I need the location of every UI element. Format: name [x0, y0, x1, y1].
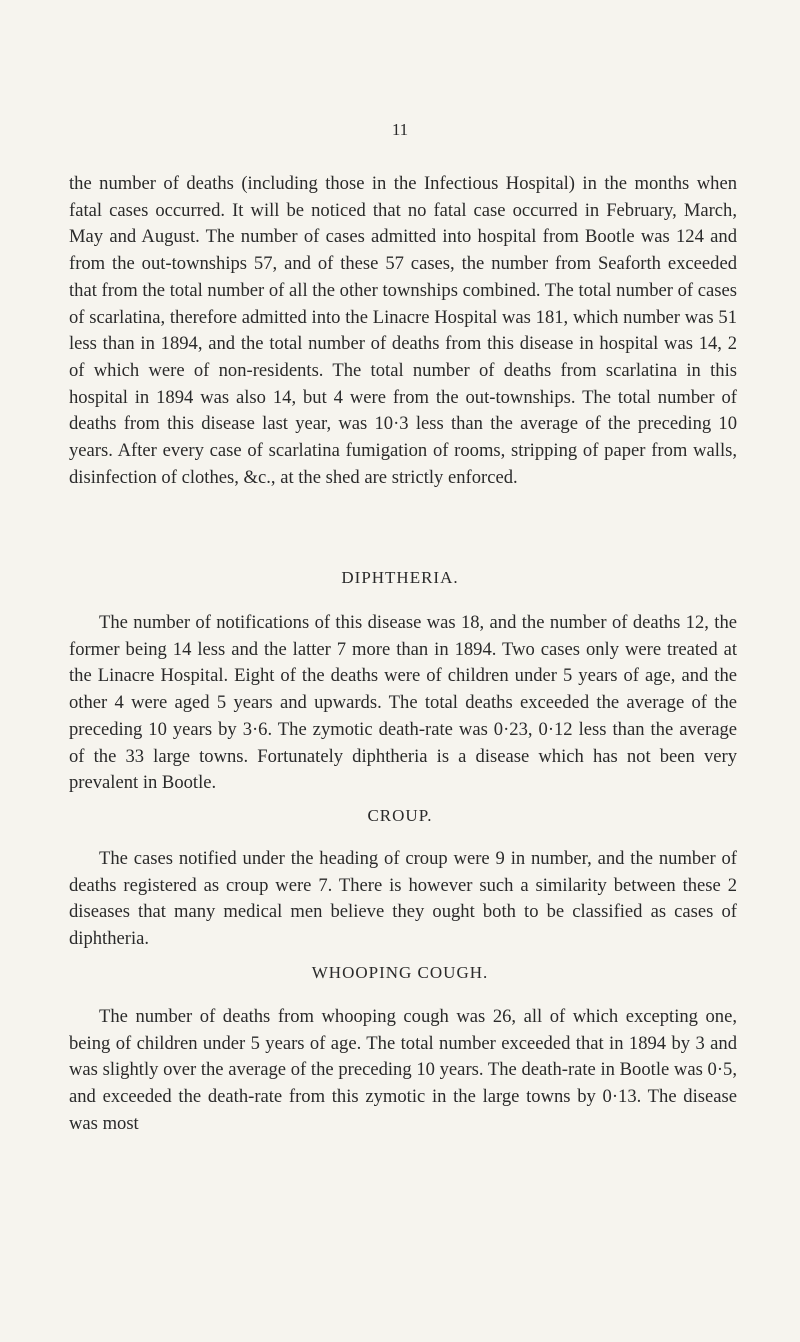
- heading-diphtheria: DIPHTHERIA.: [341, 568, 459, 587]
- paragraph-scarlatina: the number of deaths (including those in the Infectious Hospital) in the months when fatal cases occurred. It will be noticed that no fatal case occurred in February, March, May and August. The number of cases admitted into hospital from Bootle was 124 and from the out-townships 57, and of these 57 cases, the number from Seaforth exceeded that from the total number of all the other townships combined. The total number of cases of scarlatina, therefore admitted into the Linacre Hospital was 181, which number was 51 less than in 1894, and the total number of deaths from this disease in hospital was 14, 2 of which were of non-residents. The total number of deaths from scarlatina in this hospital in 1894 was also 14, but 4 were from the out-townships. The total number of deaths from this disease last year, was 10·3 less than the average of the preceding 10 years. After every case of scarlatina fumigation of rooms, stripping of paper from walls, disinfection of clothes, &c., at the shed are strictly enforced.: [69, 173, 737, 488]
- paragraph-whooping-cough: The number of deaths from whooping cough was 26, all of which excepting one, being of children under 5 years of age. The total number exceeded that in 1894 by 3 and was slightly over the average of the preceding 10 years. The death-rate in Bootle was 0·5, and exceeded the death-rate from this zymotic in the large towns by 0·13. The disease was most: [69, 1006, 737, 1134]
- section-heading-croup: [0, 806, 800, 826]
- heading-whooping-cough: WHOOPING COUGH.: [311, 963, 489, 982]
- diphtheria-paragraph-block: [69, 610, 737, 797]
- whooping-cough-paragraph-block: [69, 1004, 737, 1138]
- paragraph-diphtheria: The number of notifications of this disease was 18, and the number of deaths 12, the former being 14 less and the latter 7 more than in 1894. Two cases only were treated at the Linacre Hospital. Eight of the deaths were of children under 5 years of age, and the other 4 were aged 5 years and upwards. The total deaths exceeded the average of the preceding 10 years by 3·6. The zymotic death-rate was 0·23, 0·12 less than the average of the 33 large towns. Fortunately diphtheria is a disease which has not been very prevalent in Bootle.: [69, 612, 737, 794]
- page-number: 11: [391, 120, 409, 139]
- heading-croup: CROUP.: [367, 806, 433, 825]
- section-heading-whooping-cough: [0, 963, 800, 983]
- scarlatina-paragraph-block: [69, 171, 737, 491]
- paragraph-croup: The cases notified under the heading of croup were 9 in number, and the number of deaths registered as croup were 7. There is however such a similarity between these 2 diseases that many medical men believe they ought both to be classified as cases of diphtheria.: [69, 848, 737, 950]
- croup-paragraph-block: [69, 846, 737, 953]
- section-heading-diphtheria: [0, 568, 800, 588]
